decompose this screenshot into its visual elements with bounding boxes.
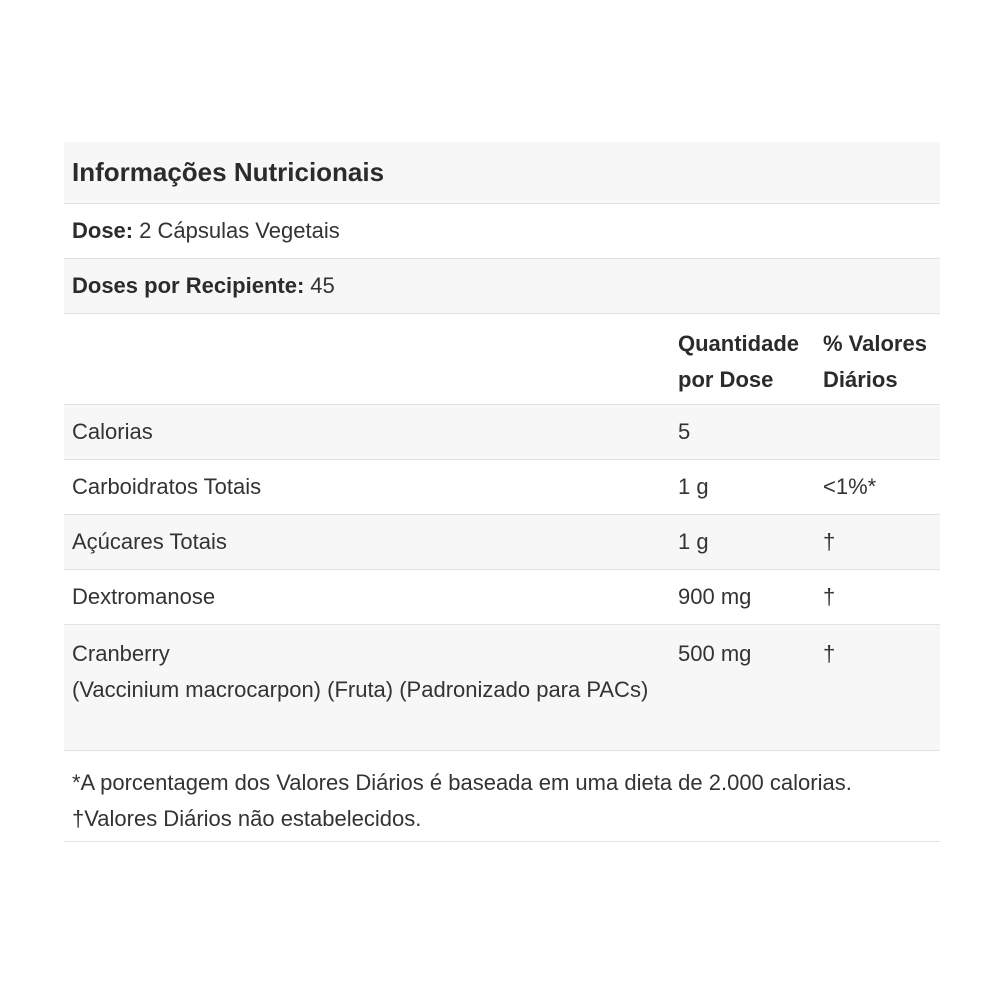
column-header-row bbox=[64, 314, 940, 405]
nutrient-amount: 1 g bbox=[678, 529, 709, 554]
nutrient-name: Carboidratos Totais bbox=[72, 474, 262, 499]
footnote-daily-values: *A porcentagem dos Valores Diários é baseada em uma dieta de 2.000 calorias. bbox=[72, 770, 852, 795]
table-row bbox=[64, 625, 940, 751]
nutrient-amount: 900 mg bbox=[678, 584, 752, 609]
header-empty bbox=[64, 326, 670, 404]
dose-value: 2 Cápsulas Vegetais bbox=[139, 218, 340, 243]
dose-label: Dose: bbox=[72, 218, 134, 243]
header-dv-line2: Diários bbox=[823, 367, 898, 392]
header-amount-line1: Quantidade bbox=[678, 331, 800, 356]
nutrient-amount: 5 bbox=[678, 419, 691, 444]
header-amount-line2: por Dose bbox=[678, 367, 774, 392]
servings-value: 45 bbox=[310, 273, 335, 298]
nutrition-facts-table bbox=[64, 142, 940, 842]
table-row bbox=[64, 570, 940, 625]
nutrient-amount: 500 mg bbox=[678, 641, 752, 666]
nutrient-dv: † bbox=[823, 641, 836, 666]
header-amount bbox=[670, 326, 815, 404]
nutrient-name: Açúcares Totais bbox=[72, 529, 227, 554]
nutrient-name: Dextromanose bbox=[72, 584, 216, 609]
nutrient-dv: † bbox=[823, 529, 836, 554]
nutrient-amount: 1 g bbox=[678, 474, 709, 499]
nutrient-dv: <1%* bbox=[823, 474, 877, 499]
table-row bbox=[64, 515, 940, 570]
dose-row bbox=[64, 204, 940, 259]
footnote-not-established: †Valores Diários não estabelecidos. bbox=[72, 806, 422, 831]
nutrient-subname: (Vaccinium macrocarpon) (Fruta) (Padronizado para PACs) bbox=[72, 677, 649, 702]
nutrient-dv: † bbox=[823, 584, 836, 609]
table-row bbox=[64, 405, 940, 460]
servings-label: Doses por Recipiente: bbox=[72, 273, 305, 298]
header-dv-line1: % Valores bbox=[823, 331, 927, 356]
servings-row bbox=[64, 259, 940, 314]
nutrient-name: Calorias bbox=[72, 419, 153, 444]
footnotes bbox=[64, 751, 940, 842]
nutrient-name-block bbox=[64, 636, 670, 708]
nutrient-name: Cranberry bbox=[72, 641, 170, 666]
table-row bbox=[64, 460, 940, 515]
header-daily-value bbox=[815, 326, 940, 404]
table-title: Informações Nutricionais bbox=[64, 142, 940, 204]
